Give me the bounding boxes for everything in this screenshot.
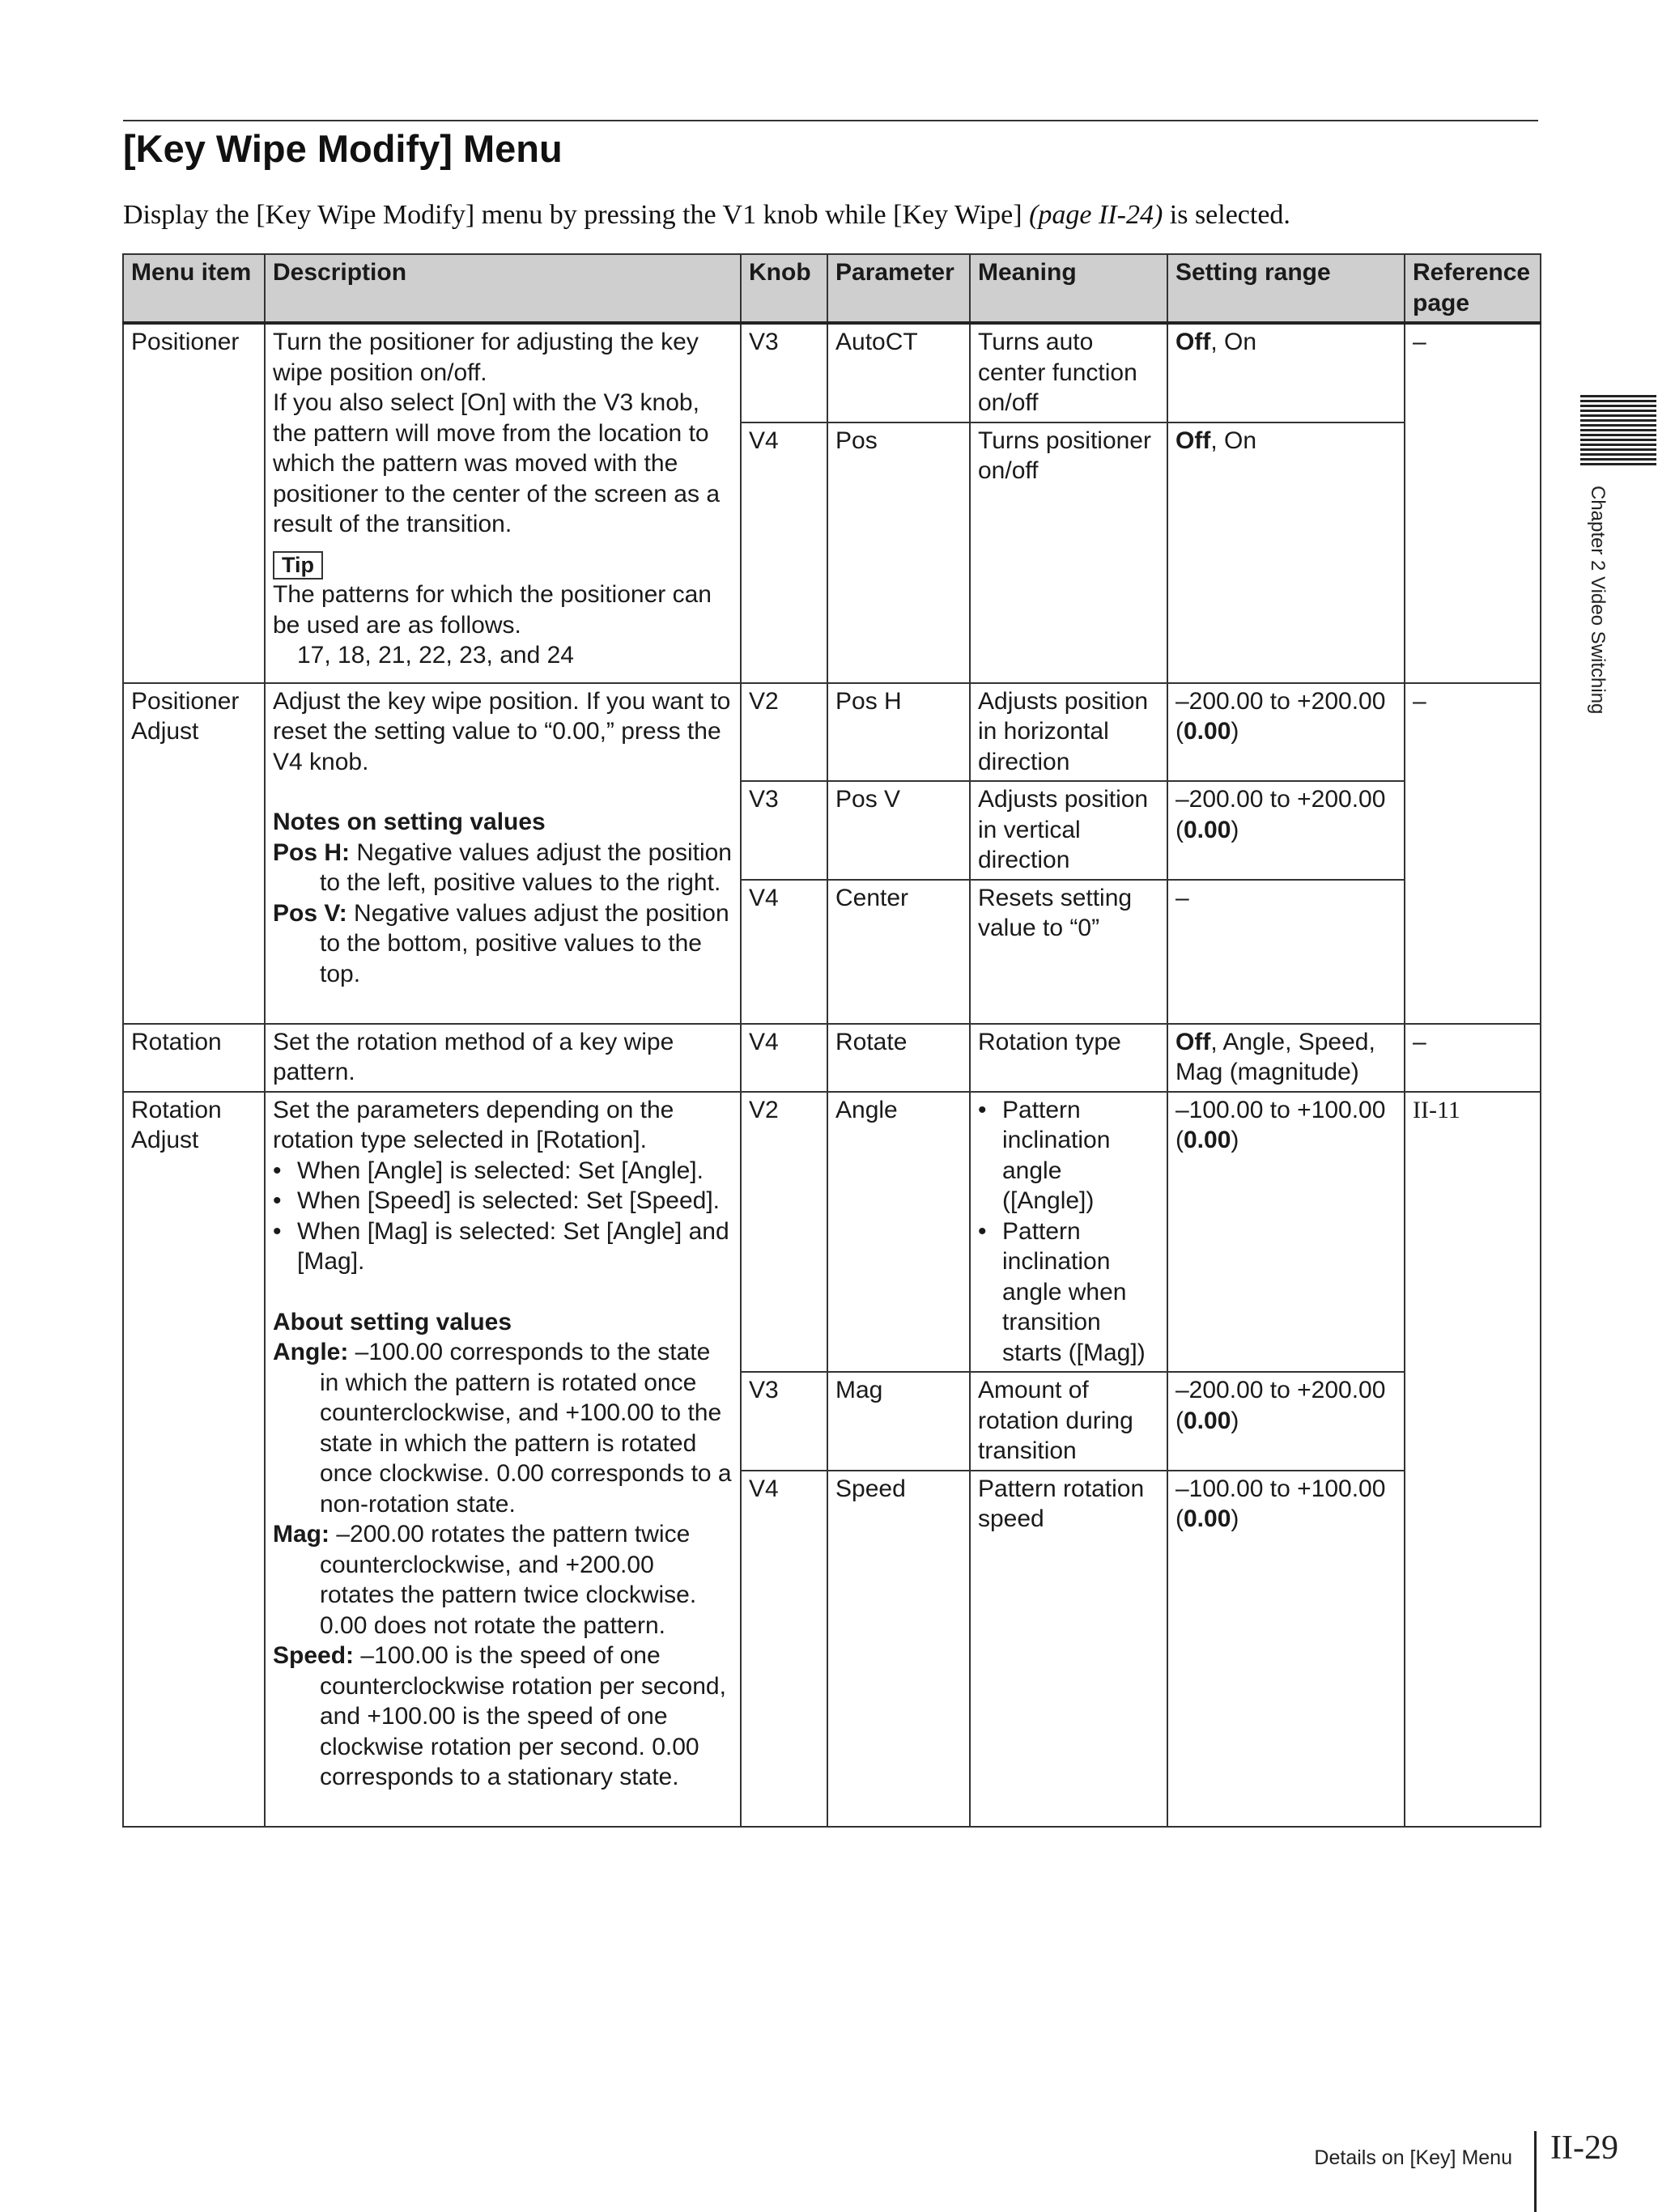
footer-section-title: Details on [Key] Menu [1314,2146,1512,2169]
setting-range-cell: –200.00 to +200.00 (0.00) [1167,781,1405,880]
footer-divider [1534,2131,1537,2212]
about-text: –200.00 rotates the pattern twice counterclockwise, and +200.00 rotates the pattern twice clockwise. 0.00 does not rotate the pattern. [320,1521,697,1639]
desc-text: Adjust the key wipe position. If you want to reset the setting value to “0.00,” press the V4 knob. [273,687,731,775]
reference-cell: – [1405,323,1541,683]
knob-cell: V3 [741,781,827,880]
knob-cell: V4 [741,1471,827,1827]
meaning-cell: Pattern rotation speed [970,1471,1167,1827]
table-row [123,1024,1541,1092]
intro-text: Display the [Key Wipe Modify] menu by pressing the V1 knob while [Key Wipe] [123,200,1030,230]
col-header-meaning: Meaning [970,254,1167,323]
intro-text-end: is selected. [1163,200,1290,230]
range-options: , On [1210,427,1257,454]
menu-item-positioner-adjust: Positioner Adjust [123,683,265,1024]
range-text: –200.00 to +200.00 [1175,1377,1386,1403]
col-header-menu-item: Menu item [123,254,265,323]
reference-page-link[interactable]: II-11 [1405,1092,1541,1827]
about-label: Mag: [273,1521,329,1548]
table-row [123,323,1541,422]
tip-pattern-list: 17, 18, 21, 22, 23, and 24 [297,642,574,669]
default-value: 0.00 [1184,1127,1231,1153]
range-options: , Angle, Speed, Mag (magnitude) [1175,1028,1375,1085]
parameter-cell: AutoCT [827,323,970,422]
reference-cell: – [1405,683,1541,1024]
meaning-cell [970,1092,1167,1373]
setting-range-cell: –100.00 to +100.00 (0.00) [1167,1471,1405,1827]
tip-label: Tip [273,551,323,580]
menu-item-rotation-adjust: Rotation Adjust [123,1092,265,1827]
note-label: Pos H: [273,839,351,866]
setting-range-cell: –200.00 to +200.00 (0.00) [1167,1372,1405,1471]
setting-range-cell [1167,1024,1405,1092]
description-rotation: Set the rotation method of a key wipe pattern. [265,1024,741,1092]
description-positioner-adjust [265,683,741,1024]
table-row [123,683,1541,782]
note-pos-h [273,838,733,898]
list-item: • When [Mag] is selected: Set [Angle] and [Mag]. [273,1216,733,1277]
intro-paragraph [123,194,1290,236]
meaning-cell: Resets setting value to “0” [970,880,1167,1024]
setting-range-cell [1167,422,1405,683]
menu-item-positioner: Positioner [123,323,265,683]
default-value: Off [1175,329,1211,355]
top-rule [123,120,1538,121]
knob-cell: V4 [741,1024,827,1092]
range-text: –100.00 to +100.00 [1175,1475,1386,1502]
parameter-cell: Mag [827,1372,970,1471]
table-row [123,1092,1541,1373]
about-heading: About setting values [273,1308,512,1335]
col-header-description: Description [265,254,741,323]
key-wipe-modify-table [122,253,1541,1828]
default-value: 0.00 [1184,1407,1231,1434]
description-positioner [265,323,741,683]
note-label: Pos V: [273,899,347,927]
col-header-knob: Knob [741,254,827,323]
tip-text: The patterns for which the positioner can be used are as follows. [273,581,712,639]
chapter-tab-marker [1580,395,1656,469]
desc-text: Set the parameters depending on the rotation type selected in [Rotation]. [273,1096,674,1153]
knob-cell: V2 [741,683,827,782]
parameter-cell: Center [827,880,970,1024]
parameter-cell: Angle [827,1092,970,1373]
meaning-cell: Rotation type [970,1024,1167,1092]
about-text: –100.00 is the speed of one counterclockwise rotation per second, and +100.00 is the speed of one clockwise rotation per second. 0.00 corresponds to a stationary state. [320,1642,726,1790]
list-item: • Pattern inclination angle when transition starts ([Mag]) [978,1216,1160,1369]
parameter-cell: Speed [827,1471,970,1827]
range-text: –200.00 to +200.00 [1175,687,1386,715]
meaning-cell: Adjusts position in horizontal direction [970,683,1167,782]
notes-heading: Notes on setting values [273,809,546,835]
setting-range-cell [1167,323,1405,422]
page-number: II-29 [1550,2129,1618,2167]
default-value: Off [1175,427,1211,454]
default-value: Off [1175,1028,1211,1055]
about-mag [273,1519,733,1641]
note-text: Negative values adjust the position to the bottom, positive values to the top. [320,899,729,987]
intro-page-link[interactable]: (page II-24) [1029,200,1163,230]
meaning-cell: Adjusts position in vertical direction [970,781,1167,880]
reference-cell: – [1405,1024,1541,1092]
about-text: –100.00 corresponds to the state in which the pattern is rotated once counterclockwise, and +100.00 to the state in which the pattern is rotated once clockwise. 0.00 corresponds to a non-rotation state. [320,1339,732,1518]
range-text: –100.00 to +100.00 [1175,1096,1386,1123]
parameter-cell: Pos V [827,781,970,880]
parameter-cell: Pos H [827,683,970,782]
setting-range-cell: –200.00 to +200.00 (0.00) [1167,683,1405,782]
range-options: , On [1210,329,1257,355]
col-header-setting-range: Setting range [1167,254,1405,323]
default-value: 0.00 [1184,1505,1231,1532]
rotation-type-list [273,1156,733,1277]
knob-cell: V3 [741,1372,827,1471]
desc-text: If you also select [On] with the V3 knob, the pattern will move from the location to which the pattern was moved with the positioner to the center of the screen as a result of the transition. [273,389,720,537]
desc-text: Turn the positioner for adjusting the key wipe position on/off. [273,329,699,386]
knob-cell: V4 [741,880,827,1024]
knob-cell: V4 [741,422,827,683]
note-text: Negative values adjust the position to the left, positive values to the right. [320,839,732,896]
knob-cell: V2 [741,1092,827,1373]
chapter-side-label: Chapter 2 Video Switching [1587,486,1609,715]
parameter-cell: Rotate [827,1024,970,1092]
about-label: Speed: [273,1642,355,1669]
col-header-parameter: Parameter [827,254,970,323]
meaning-cell: Turns auto center function on/off [970,323,1167,422]
default-value: 0.00 [1184,718,1231,745]
col-header-reference-page: Reference page [1405,254,1541,323]
about-speed [273,1641,733,1793]
list-item: • When [Angle] is selected: Set [Angle]. [273,1156,733,1187]
note-pos-v [273,898,733,990]
knob-cell: V3 [741,323,827,422]
list-item: • Pattern inclination angle ([Angle]) [978,1095,1160,1216]
table-header-row [123,254,1541,323]
meaning-cell: Turns positioner on/off [970,422,1167,683]
list-item: • When [Speed] is selected: Set [Speed]. [273,1186,733,1216]
menu-item-rotation: Rotation [123,1024,265,1092]
description-rotation-adjust [265,1092,741,1827]
setting-range-cell: –100.00 to +100.00 (0.00) [1167,1092,1405,1373]
parameter-cell: Pos [827,422,970,683]
range-text: –200.00 to +200.00 [1175,786,1386,813]
about-label: Angle: [273,1339,349,1365]
about-angle [273,1337,733,1519]
page-title: [Key Wipe Modify] Menu [123,127,563,170]
meaning-cell: Amount of rotation during transition [970,1372,1167,1471]
default-value: 0.00 [1184,816,1231,843]
setting-range-cell: – [1167,880,1405,1024]
meaning-list [978,1095,1160,1369]
